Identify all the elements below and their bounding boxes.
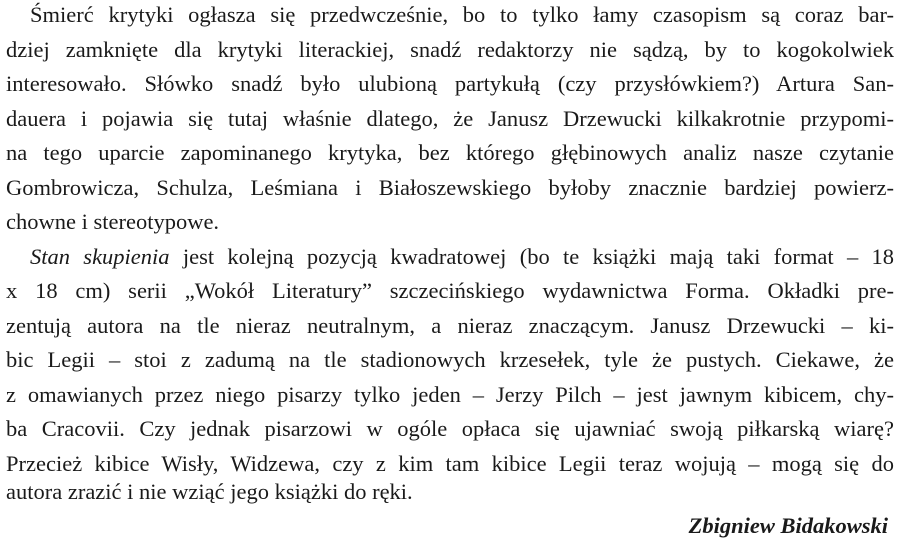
paragraph-2-line-1 xyxy=(6,242,894,272)
paragraph-1-line-3: interesowało. Słówko snadź było ulubioną partykułą (czy przysłówkiem?) Artura San- xyxy=(6,71,894,96)
paragraph-1-line-4: dauera i pojawia się tutaj właśnie dlatego, że Janusz Drzewucki kilkakrotnie przypomi- xyxy=(6,105,894,131)
paragraph-1-line-5: na tego uparcie zapominanego krytyka, bez którego głębinowych analiz nasze czytanie xyxy=(6,140,894,165)
paragraph-1-line-1: Śmierć krytyki ogłasza się przedwcześnie, bo to tylko łamy czasopism są coraz bar- xyxy=(30,2,894,27)
author-signature: Zbigniew Bidakowski xyxy=(688,513,888,538)
book-title: Stan skupienia xyxy=(30,243,170,269)
paragraph-2-line-1-text: jest kolejną pozycją kwadratowej (bo te książki mają taki format – 18 xyxy=(169,243,894,269)
paragraph-2-line-5: z omawianych przez niego pisarzy tylko jeden – Jerzy Pilch – jest jawnym kibicem, chy- xyxy=(6,381,894,407)
paragraph-2-line-4: bic Legii – stoi z zadumą na tle stadionowych krzesełek, tyle że pustych. Ciekawe, że xyxy=(6,347,894,372)
paragraph-2-line-2: x 18 cm) serii „Wokół Literatury” szczecińskiego wydawnictwa Forma. Okładki pre- xyxy=(6,278,894,303)
paragraph-2-line-3: zentują autora na tle nieraz neutralnym, a nieraz znaczącym. Janusz Drzewucki – ki- xyxy=(6,312,894,338)
paragraph-2-line-8: autora zrazić i nie wziąć jego książki do ręki. xyxy=(6,479,413,504)
paragraph-1-line-6: Gombrowicza, Schulza, Leśmiana i Białoszewskiego byłoby znacznie bardziej powierz- xyxy=(6,174,894,200)
paragraph-2-line-7: Przecież kibice Wisły, Widzewa, czy z kim tam kibice Legii teraz wojują – mogą się do xyxy=(6,450,894,476)
paragraph-1-line-7: chowne i stereotypowe. xyxy=(6,209,220,234)
paragraph-2-line-6: ba Cracovii. Czy jednak pisarzowi w ogóle opłaca się ujawniać swoją piłkarską wiarę? xyxy=(6,416,894,441)
paragraph-1-line-2: dziej zamknięte dla krytyki literackiej, snadź redaktorzy nie sądzą, by to kogokolwiek xyxy=(6,36,894,62)
article-page xyxy=(6,0,894,543)
